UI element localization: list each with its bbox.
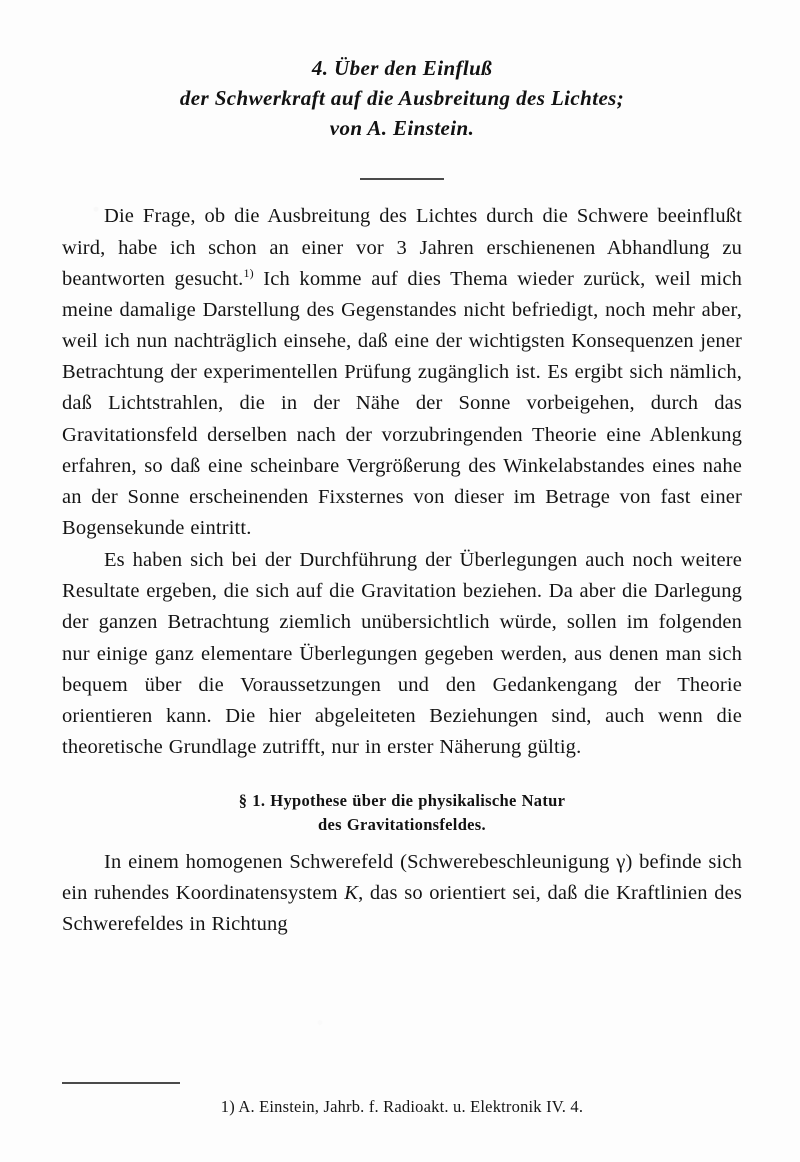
paragraph-3 (62, 847, 742, 940)
paragraph-1 (62, 201, 742, 544)
page-content (62, 54, 742, 942)
paragraph-1-text: Die Frage, ob die Ausbreitung des Lichtes durch die Schwere beeinflußt wird, habe ich schon an einer vor 3 Jahren erschienenen Abhandlung zu beantworten gesucht. (62, 205, 742, 290)
paragraph-1-continuation: Ich komme auf dies Thema wieder zurück, weil mich meine damalige Darstellung des Gegenstandes nicht befriedigt, noch mehr aber, weil ich nun nachträglich einsehe, daß eine der wichtigsten Konsequenzen jener Betrachtung der experimentellen Prüfung zugänglich ist. Es ergibt sich nämlich, daß Lichtstrahlen, die in der Nähe der Sonne vorbeigehen, durch das Gravitationsfeld derselben nach der vorzubringenden Theorie eine Ablenkung erfahren, so daß eine scheinbare Vergrößerung des Winkelabstandes eines nahe an der Sonne erscheinenden Fixsternes von dieser im Betrage von fast einer Bogensekunde eintritt. (62, 267, 742, 539)
footnote-area (62, 1082, 742, 1118)
divider-rule (360, 178, 444, 180)
footnote-text: 1) A. Einstein, Jahrb. f. Radioakt. u. Elektronik IV. 4. (220, 1097, 584, 1116)
page-title (62, 54, 742, 143)
paragraph-2: Es haben sich bei der Durchführung der Überlegungen auch noch weitere Resultate ergeben, die sich auf die Gravitation beziehen. Da aber die Darlegung der ganzen Betrachtung ziemlich unübersichtlich würde, sollen im folgenden nur einige ganz elementare Überlegungen gegeben werden, aus denen man sich bequem über die Voraussetzungen und den Gedankengang der Theorie orientieren kann. Die hier abgeleiteten Beziehungen sind, auch wenn die theoretische Grundlage zutrifft, nur in erster Näherung gültig. (62, 549, 742, 759)
section-heading-line-1: § 1. Hypothese über die physikalische Natur (238, 791, 566, 811)
title-line-3: von A. Einstein. (329, 115, 475, 140)
title-line-2: der Schwerkraft auf die Ausbreitung des Lichtes; (179, 85, 625, 110)
paragraph-3-suffix: , das so orientiert sei, daß die Kraftlinien des Schwerefeldes in Richtung (62, 882, 742, 936)
title-line-1: 4. Über den Einfluß (311, 56, 493, 80)
paragraph-3-prefix: In einem homogenen Schwerefeld (Schwerebeschleunigung γ) befinde sich ein ruhendes Koordinatensystem (62, 851, 742, 905)
section-heading-line-2: des Gravitationsfeldes. (318, 815, 486, 835)
symbol-k: K (344, 882, 359, 905)
title-divider (62, 167, 742, 185)
section-heading (62, 789, 742, 837)
footnote-marker: 1) (243, 265, 254, 280)
body-text (62, 201, 742, 940)
footnote-rule (62, 1082, 180, 1084)
